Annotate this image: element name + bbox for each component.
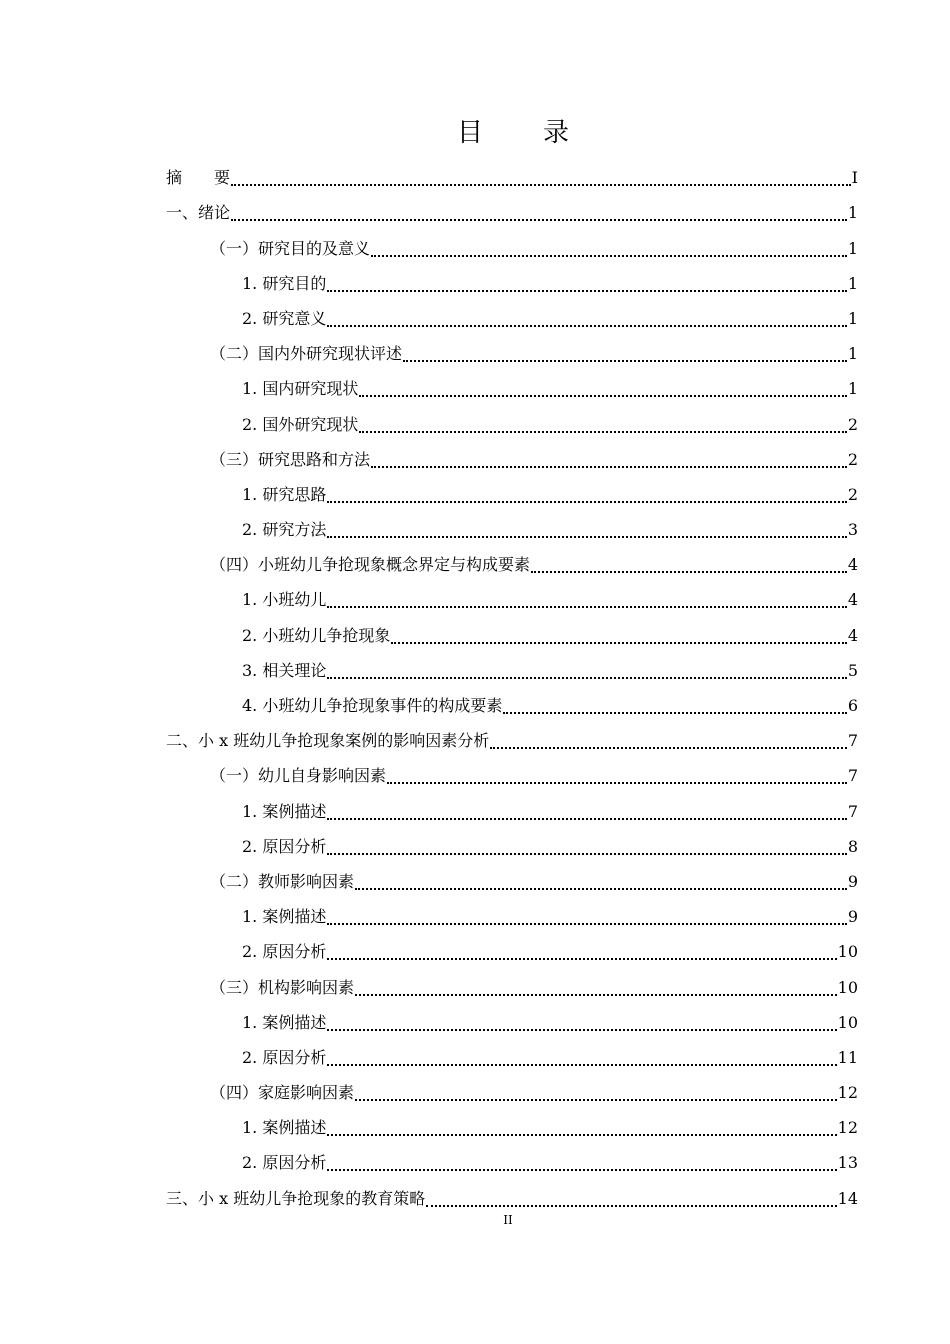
toc-entry-page: 2 [847,449,858,469]
toc-entry-page: 9 [847,871,858,891]
toc-entry-label: 2. 研究意义 [242,308,327,328]
toc-entry[interactable] [166,439,858,474]
toc-entry-page: 2 [847,414,858,434]
toc-entry[interactable] [166,1107,858,1142]
toc-entry-page: 13 [837,1153,858,1173]
toc-entry-label: 2. 国外研究现状 [242,414,359,434]
toc-entry-label: 4. 小班幼儿争抢现象事件的构成要素 [242,696,503,715]
toc-leader-dots [355,887,847,890]
toc-entry-label: （二）国内外研究现状评述 [210,344,403,364]
toc-leader-dots [359,430,846,433]
toc-entry-label: 2. 研究方法 [242,520,327,540]
toc-leader-dots [327,605,846,608]
toc-entry[interactable] [166,157,858,192]
toc-entry-page: 4 [847,590,858,610]
toc-entry-label: 2. 原因分析 [242,1153,327,1173]
toc-entry[interactable] [166,1072,858,1107]
toc-entry-page: 1 [847,379,858,399]
toc-entry[interactable] [166,966,858,1001]
toc-entry-label: （四）家庭影响因素 [210,1083,355,1103]
toc-entry-label: 1. 研究思路 [242,484,327,504]
toc-entry-label: 1. 案例描述 [242,1118,327,1138]
toc-leader-dots [231,218,847,221]
toc-leader-dots [371,254,847,257]
toc-leader-dots [327,957,836,960]
toc-leader-dots [327,289,846,292]
toc-leader-dots [355,1098,837,1101]
toc-entry-label: 一、绪论 [166,203,231,223]
toc-entry-page: 2 [847,484,858,504]
toc-entry-page: 1 [847,238,858,258]
toc-entry-page: 6 [847,696,858,715]
toc-leader-dots [327,535,846,538]
toc-entry-page: 3 [847,520,858,540]
toc-entry[interactable] [166,474,858,509]
toc-list [166,157,858,1213]
toc-entry-label: （三）研究思路和方法 [210,449,371,469]
toc-entry-label: （一）研究目的及意义 [210,238,371,258]
toc-entry[interactable] [166,579,858,614]
toc-entry-label: 三、小 x 班幼儿争抢现象的教育策略 [166,1188,426,1208]
toc-entry-page: 10 [837,1012,858,1032]
title-char-1: 目 [456,118,483,148]
toc-entry-page: 7 [847,801,858,821]
toc-entry-page: 12 [837,1083,858,1103]
toc-entry-label: 2. 原因分析 [242,942,327,962]
toc-entry[interactable] [166,614,858,649]
toc-entry[interactable] [166,650,858,685]
toc-entry-label: 1. 研究目的 [242,273,327,293]
toc-leader-dots [426,1204,836,1207]
toc-leader-dots [327,500,846,503]
toc-entry-label: 摘 要 [166,168,231,188]
toc-entry[interactable] [166,896,858,931]
toc-entry-label: 1. 案例描述 [242,1012,327,1032]
toc-leader-dots [531,570,847,573]
toc-entry[interactable] [166,931,858,966]
toc-leader-dots [327,817,846,820]
toc-entry-page: 1 [847,273,858,293]
toc-entry-label: 1. 国内研究现状 [242,379,359,399]
toc-entry-page: 12 [837,1118,858,1138]
toc-leader-dots [327,1028,836,1031]
toc-leader-dots [387,781,847,784]
toc-entry-page: I [851,168,858,188]
toc-entry-page: 4 [847,625,858,645]
toc-entry[interactable] [166,509,858,544]
toc-entry-label: 2. 原因分析 [242,836,327,856]
toc-leader-dots [327,1133,836,1136]
toc-entry[interactable] [166,755,858,790]
toc-entry[interactable] [166,1142,858,1177]
toc-entry-label: 1. 小班幼儿 [242,590,327,610]
toc-entry[interactable] [166,263,858,298]
toc-entry-label: 1. 案例描述 [242,801,327,821]
toc-leader-dots [355,993,837,996]
toc-entry[interactable] [166,826,858,861]
toc-entry-label: 3. 相关理论 [242,660,327,680]
toc-entry-label: 1. 案例描述 [242,907,327,927]
toc-entry-label: 2. 小班幼儿争抢现象 [242,625,391,645]
toc-entry-page: 10 [837,977,858,997]
toc-leader-dots [371,465,847,468]
toc-leader-dots [403,359,847,362]
toc-entry[interactable] [166,1002,858,1037]
toc-entry[interactable] [166,861,858,896]
toc-leader-dots [359,394,846,397]
toc-leader-dots [327,852,846,855]
page-title [0,113,950,153]
toc-entry-page: 11 [837,1047,858,1067]
toc-entry[interactable] [166,720,858,755]
toc-entry-label: （三）机构影响因素 [210,977,355,997]
toc-entry[interactable] [166,1037,858,1072]
toc-entry-label: （一）幼儿自身影响因素 [210,766,387,786]
toc-leader-dots [327,1063,836,1066]
toc-entry-label: （四）小班幼儿争抢现象概念界定与构成要素 [210,555,531,575]
toc-entry[interactable] [166,544,858,579]
toc-entry[interactable] [166,227,858,262]
toc-entry[interactable] [166,192,858,227]
title-char-2: 录 [543,118,570,148]
toc-leader-dots [327,324,846,327]
toc-entry-page: 5 [847,660,858,680]
toc-entry-page: 14 [837,1188,858,1208]
toc-leader-dots [490,746,847,749]
toc-leader-dots [503,711,846,714]
toc-entry[interactable] [166,1177,858,1212]
toc-leader-dots [327,676,846,679]
toc-entry-label: （二）教师影响因素 [210,871,355,891]
toc-entry[interactable] [166,403,858,438]
toc-entry-page: 1 [847,203,858,223]
toc-entry-page: 8 [847,836,858,856]
toc-entry-page: 9 [847,907,858,927]
toc-entry[interactable] [166,368,858,403]
toc-leader-dots [327,922,846,925]
toc-leader-dots [327,1168,836,1171]
toc-entry-label: 2. 原因分析 [242,1047,327,1067]
toc-entry[interactable] [166,333,858,368]
toc-entry[interactable] [166,685,858,720]
toc-entry-page: 1 [847,308,858,328]
toc-entry[interactable] [166,790,858,825]
toc-entry-page: 7 [847,766,858,786]
toc-entry-page: 4 [847,555,858,575]
toc-entry-page: 7 [847,731,858,751]
toc-entry-page: 10 [837,942,858,962]
toc-leader-dots [391,641,846,644]
toc-entry[interactable] [166,298,858,333]
toc-entry-page: 1 [847,344,858,364]
toc-entry-label: 二、小 x 班幼儿争抢现象案例的影响因素分析 [166,731,490,751]
toc-leader-dots [231,183,851,186]
page-number: II [503,1213,513,1227]
